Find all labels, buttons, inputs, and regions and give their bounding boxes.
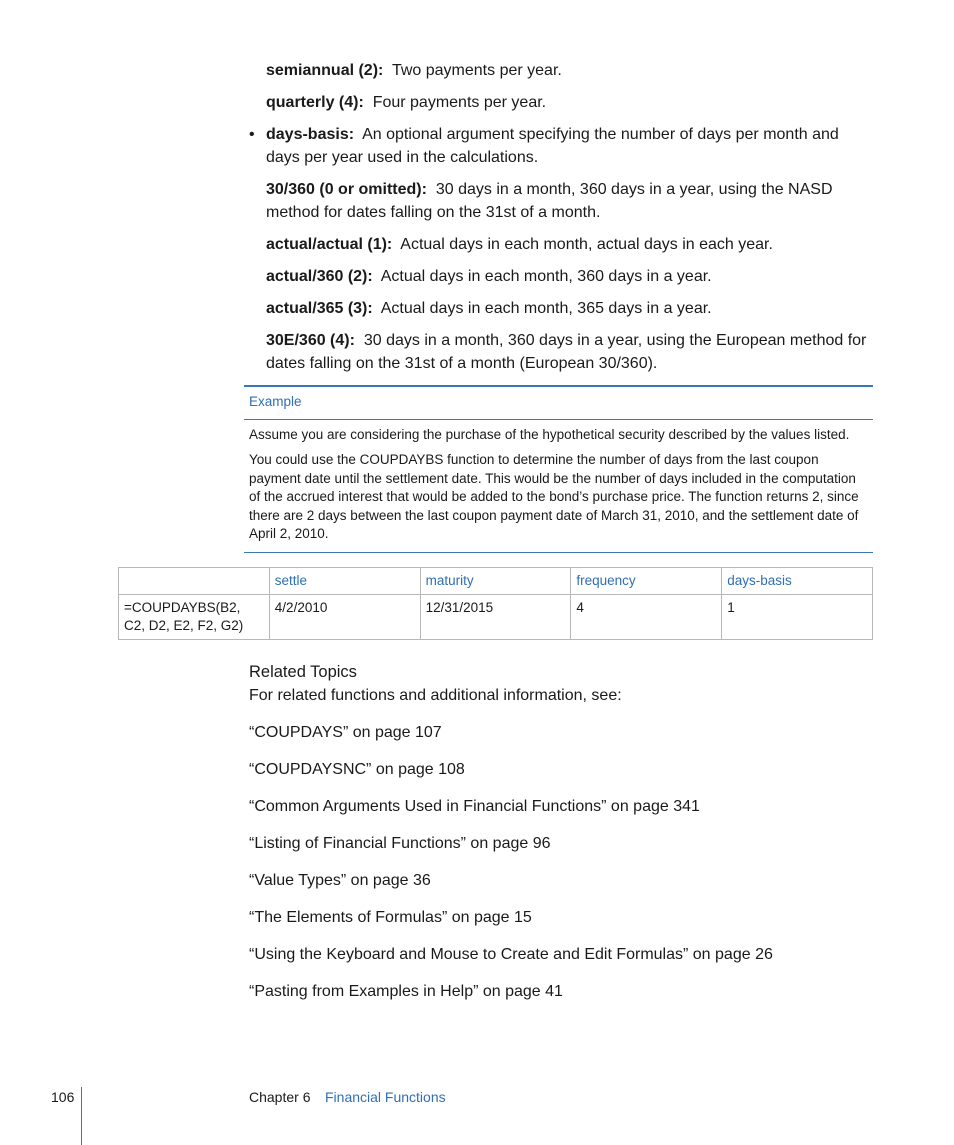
table-cell: 4: [571, 595, 722, 640]
table-header-cell: settle: [269, 568, 420, 595]
example-paragraph: Assume you are considering the purchase of the hypothetical security described by the values listed.: [249, 426, 850, 442]
bullet: •: [249, 126, 255, 143]
term: quarterly (4):: [266, 94, 364, 111]
days-basis-argument: [249, 123, 876, 169]
argument-list: [249, 59, 876, 384]
days-basis-option: [266, 297, 876, 320]
table-header-row: [119, 568, 873, 595]
term: actual/365 (3):: [266, 300, 373, 317]
table-row: [119, 595, 873, 640]
related-link[interactable]: “Value Types” on page 36: [249, 872, 431, 889]
related-link[interactable]: “Common Arguments Used in Financial Functions” on page 341: [249, 798, 700, 815]
term: 30/360 (0 or omitted):: [266, 181, 427, 198]
description: 30 days in a month, 360 days in a year, using the European method for dates falling on the 31st of a month (European 30/360).: [266, 332, 867, 372]
related-topics-heading: Related Topics: [249, 663, 357, 681]
term: days-basis:: [266, 126, 355, 143]
page-number: 106: [51, 1089, 75, 1105]
example-table: [118, 567, 873, 640]
days-basis-option: [266, 265, 876, 288]
example-box: [244, 385, 873, 553]
frequency-item-quarterly: [266, 91, 876, 114]
term: semiannual (2):: [266, 62, 384, 79]
table-header-cell: days-basis: [722, 568, 873, 595]
table-header-cell: maturity: [420, 568, 571, 595]
example-paragraph: You could use the COUPDAYBS function to determine the number of days from the last coupon payment date until the settlement date. This would be the number of days included in the computation of the accrued interest that would be added to the bond’s purchase price. The function returns 2, since there are 2 days between the last coupon payment date of March 31, 2010, and the settlement date of April 2, 2010.: [249, 452, 859, 541]
days-basis-option: [266, 233, 876, 256]
table-header-cell: [119, 568, 270, 595]
chapter-title-link[interactable]: Financial Functions: [325, 1089, 446, 1105]
example-label: Example: [244, 387, 873, 420]
related-link[interactable]: “COUPDAYS” on page 107: [249, 724, 442, 741]
table-cell-formula: =COUPDAYBS(B2, C2, D2, E2, F2, G2): [119, 595, 270, 640]
related-link[interactable]: “The Elements of Formulas” on page 15: [249, 909, 532, 926]
description: Two payments per year.: [391, 62, 562, 79]
table-cell: 1: [722, 595, 873, 640]
related-link[interactable]: “COUPDAYSNC” on page 108: [249, 761, 465, 778]
related-link[interactable]: “Listing of Financial Functions” on page 96: [249, 835, 551, 852]
frequency-item-semiannual: [266, 59, 876, 82]
description: An optional argument specifying the number of days per month and days per year used in the calculations.: [266, 126, 839, 166]
related-topics: [249, 661, 869, 1017]
table-cell: 12/31/2015: [420, 595, 571, 640]
chapter-label: Chapter 6: [249, 1089, 311, 1105]
footer-divider: [81, 1087, 82, 1145]
term: 30E/360 (4):: [266, 332, 355, 349]
description: Actual days in each month, 360 days in a year.: [380, 268, 712, 285]
days-basis-option: [266, 178, 876, 224]
term: actual/360 (2):: [266, 268, 373, 285]
table-header-cell: frequency: [571, 568, 722, 595]
related-topics-intro: For related functions and additional information, see:: [249, 687, 622, 704]
example-body: [244, 420, 873, 552]
related-link[interactable]: “Using the Keyboard and Mouse to Create and Edit Formulas” on page 26: [249, 946, 773, 963]
table-cell: 4/2/2010: [269, 595, 420, 640]
term: actual/actual (1):: [266, 236, 393, 253]
description: 30 days in a month, 360 days in a year, using the NASD method for dates falling on the 31st of a month.: [266, 181, 833, 221]
description: Actual days in each month, 365 days in a year.: [380, 300, 712, 317]
description: Four payments per year.: [372, 94, 547, 111]
related-link[interactable]: “Pasting from Examples in Help” on page 41: [249, 983, 563, 1000]
description: Actual days in each month, actual days in each year.: [400, 236, 773, 253]
days-basis-option: [266, 329, 876, 375]
